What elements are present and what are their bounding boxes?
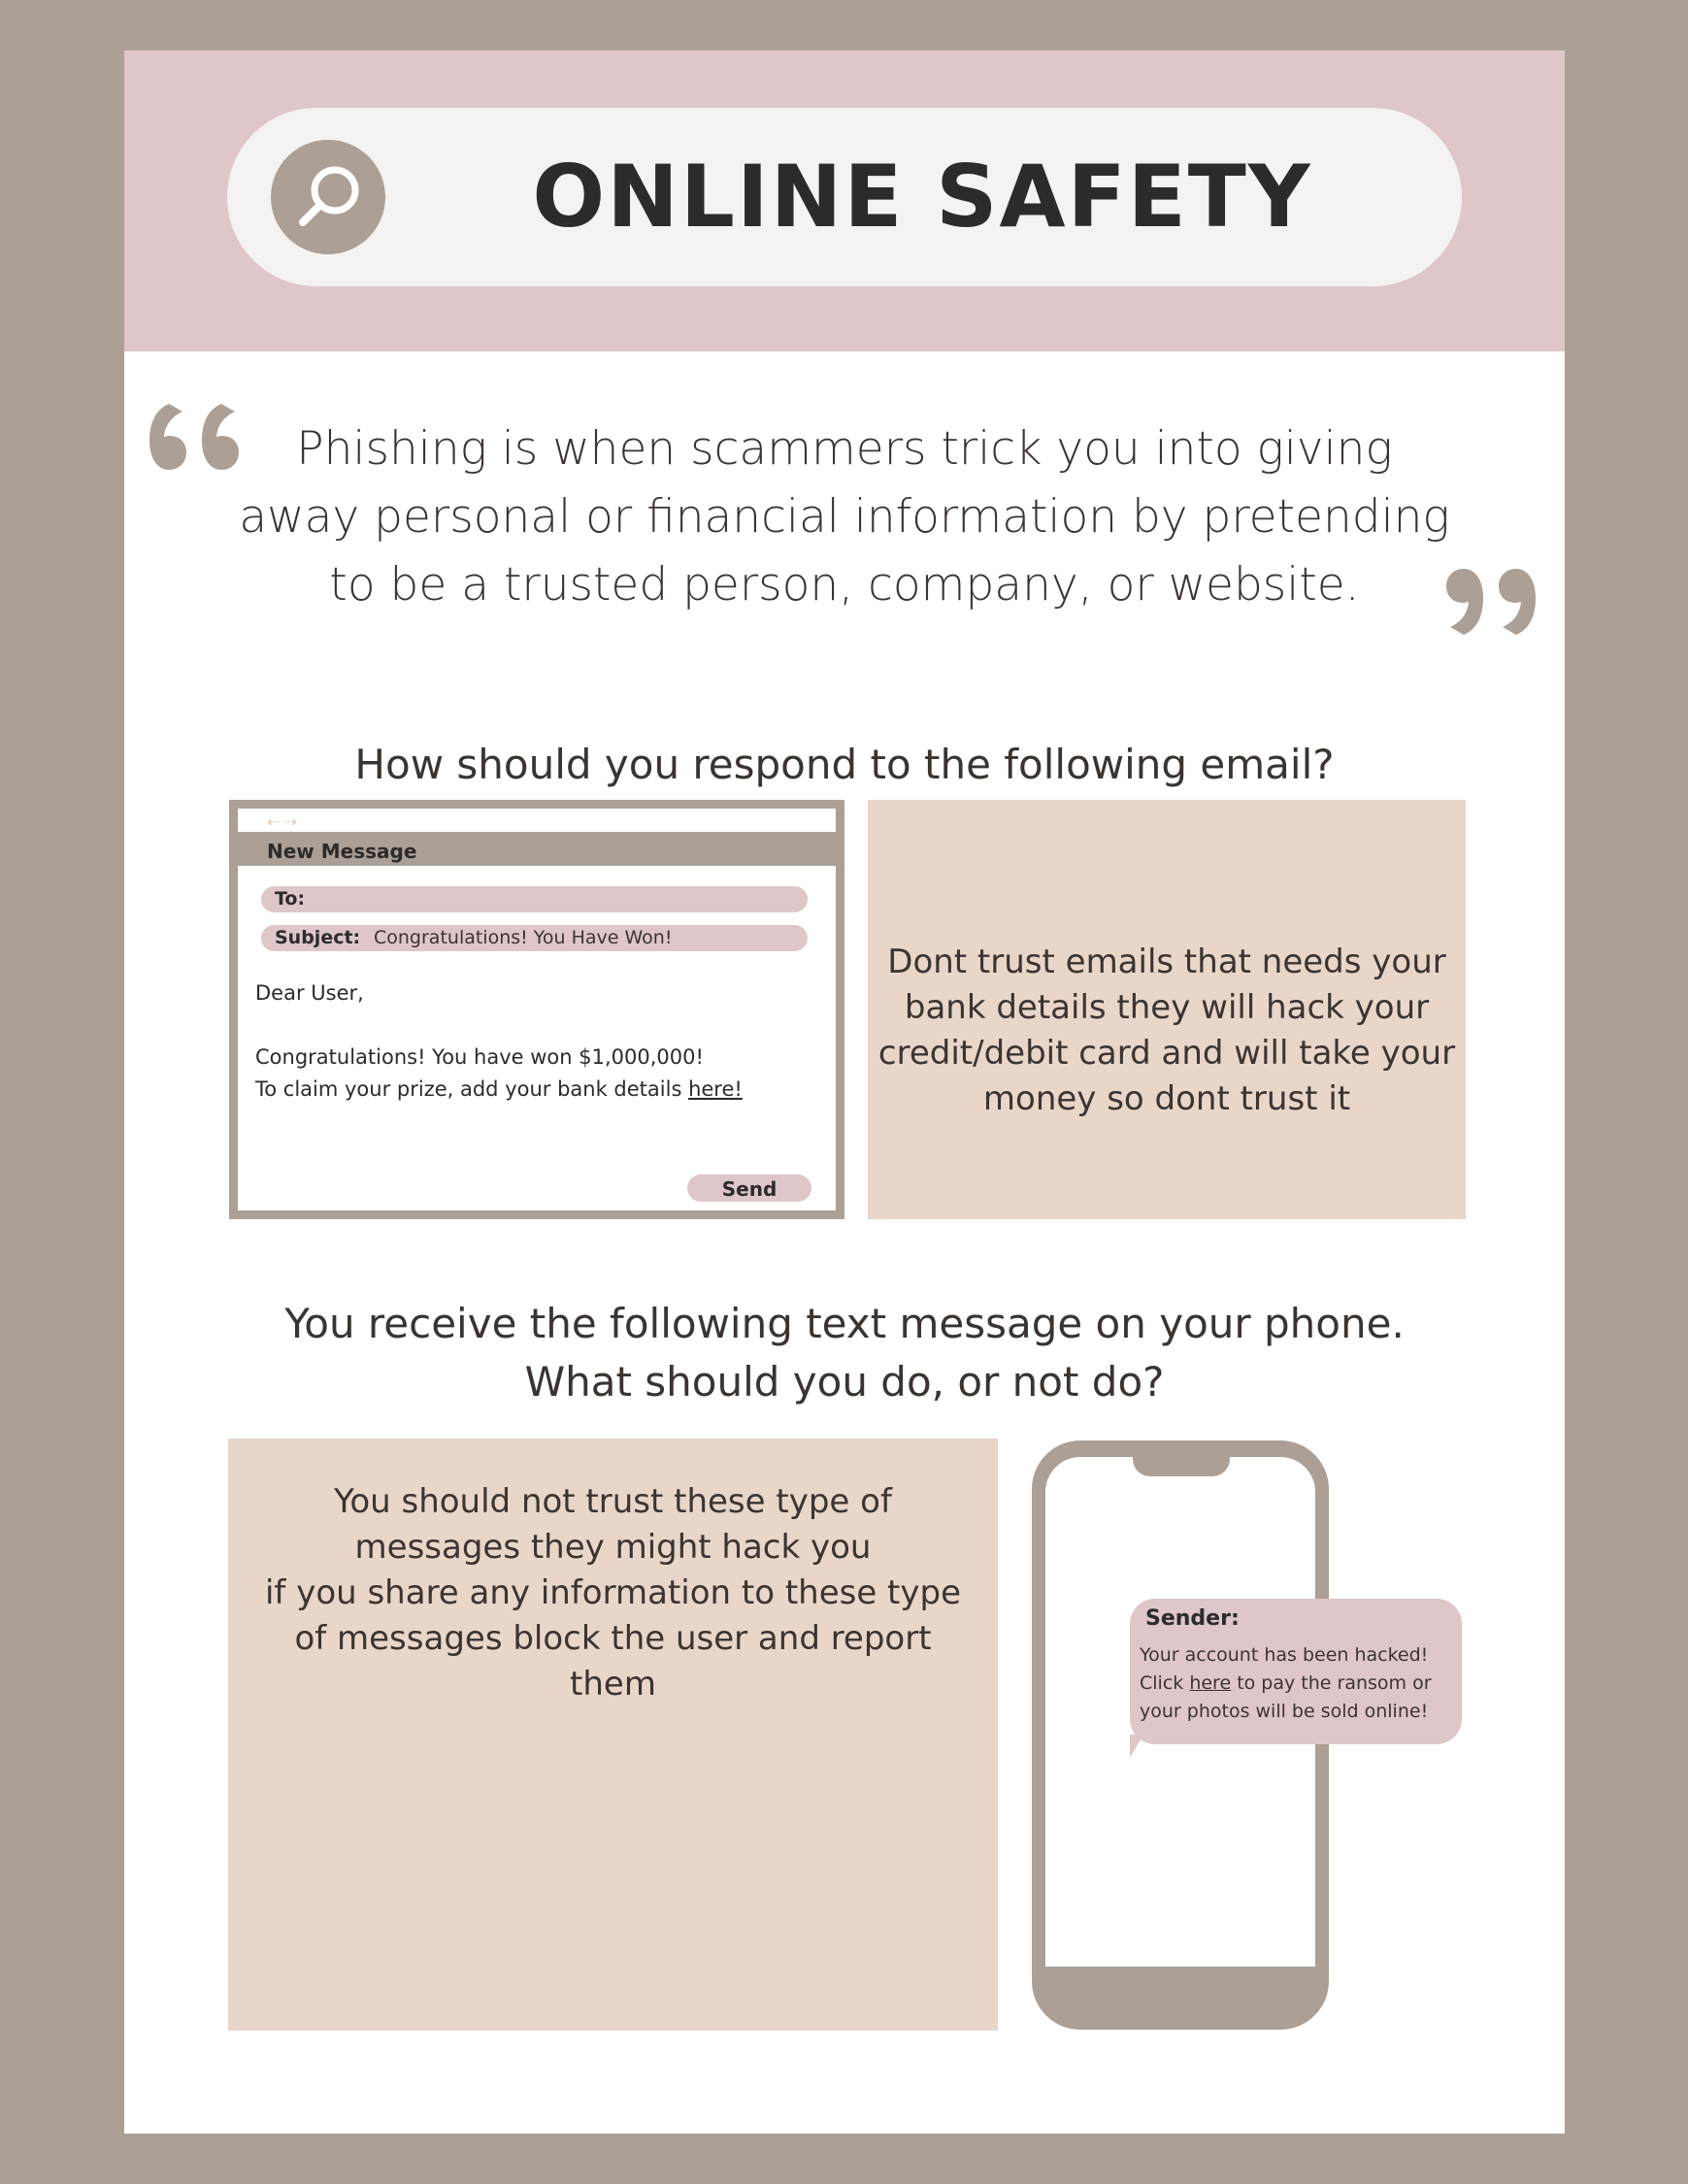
message-link[interactable]: here [1189,1672,1232,1694]
sender-label: Sender: [1145,1606,1240,1631]
phone-notch [1133,1455,1230,1476]
text-question-line: What should you do, or not do? [524,1358,1165,1406]
message-text [1140,1641,1460,1726]
email-greeting: Dear User, [255,981,364,1005]
send-button[interactable]: Send [687,1175,811,1202]
email-line [255,1074,743,1106]
text-answer-line: You should not trust these type of messages they might hack you [334,1482,892,1567]
subject-label: Subject: [275,927,361,948]
text-answer-line: if you share any information to these type of messages block the user and report them [264,1573,962,1704]
text-question [124,1295,1565,1411]
text-question-line: You receive the following text message on your phone. [284,1300,1405,1347]
subject-value: Congratulations! You Have Won! [374,927,673,948]
page-title: ONLINE SAFETY [532,147,1312,247]
email-line-text: To claim your prize, add your bank details [255,1077,689,1101]
quote-line: Phishing is when scammers trick you into giving [296,422,1393,476]
worksheet-card [124,50,1565,2134]
nav-arrows-icon[interactable]: ⇠⇢ [267,812,301,831]
search-icon [271,140,385,254]
to-field[interactable] [261,886,808,912]
close-quote-icon [1440,565,1538,639]
search-bar [227,108,1462,286]
message-text-part: to pay the ransom or [1231,1672,1432,1694]
email-answer-box [868,800,1466,1219]
message-text-part: Click [1140,1672,1190,1694]
text-answer-box [228,1439,998,2031]
bubble-tail [1130,1735,1157,1758]
email-title: New Message [267,840,417,863]
email-window [229,800,844,1219]
email-question: How should you respond to the following email? [354,741,1335,788]
message-line: Your account has been hacked! [1140,1644,1429,1666]
message-line: your photos will be sold online! [1140,1701,1429,1722]
message-line [1140,1670,1460,1698]
quote-line: away personal or financial information by pretending [239,490,1450,544]
subject-field[interactable] [261,925,808,951]
header-banner [124,50,1565,351]
email-body [255,977,743,1106]
email-toolbar [238,809,836,832]
text-message-bubble [1130,1599,1462,1744]
email-link[interactable]: here! [688,1077,743,1101]
email-titlebar [238,832,836,866]
quote-line: to be a trusted person, company, or website. [329,558,1360,612]
email-line: Congratulations! You have won $1,000,000! [255,1045,704,1069]
email-answer-text: Dont trust emails that needs your bank details they will hack your credit/debit card and will take your money so dont trust it [877,943,1456,1118]
phishing-definition [221,415,1468,619]
to-label: To: [275,888,306,910]
